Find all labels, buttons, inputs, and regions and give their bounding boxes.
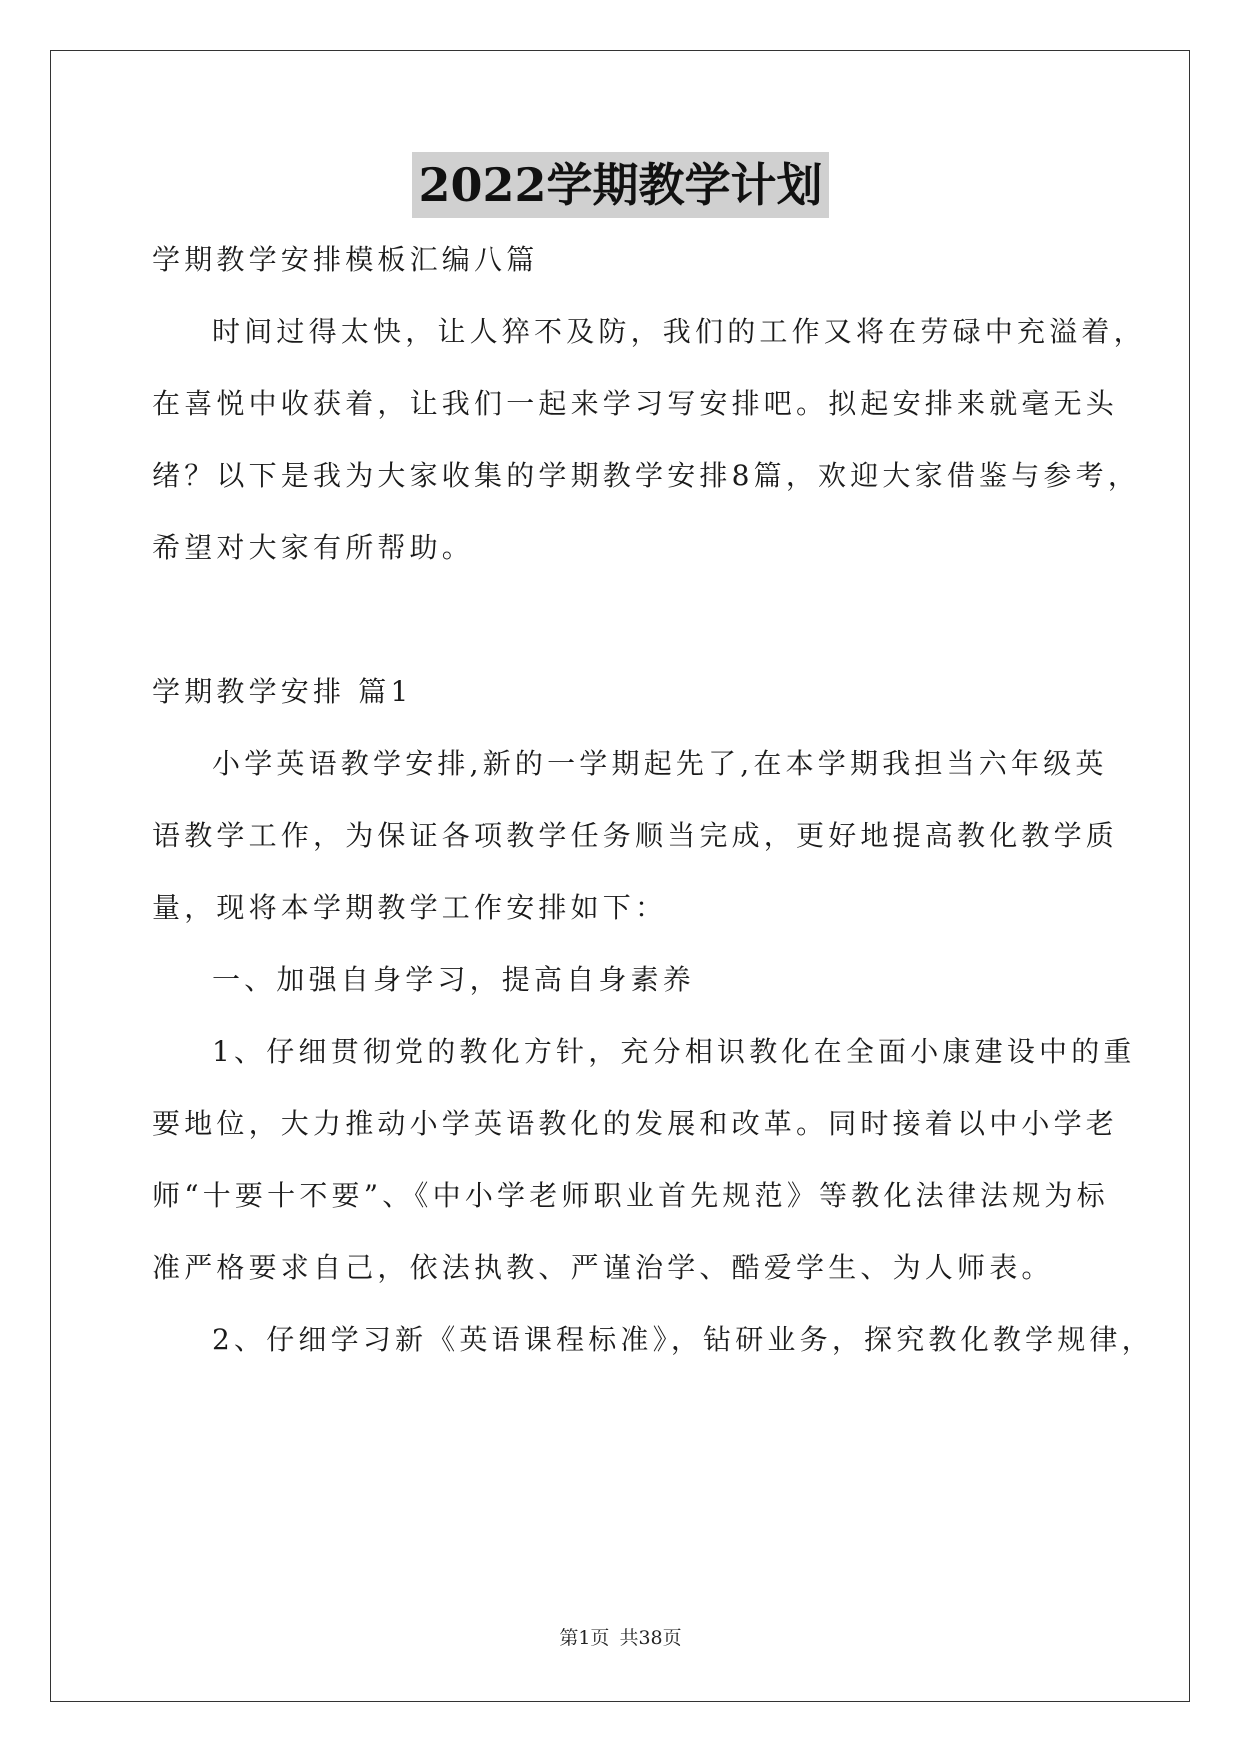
- intro-line: 希望对大家有所帮助。: [152, 531, 475, 564]
- section-heading: 学期教学安排 篇1: [152, 675, 413, 708]
- body-line: 师“十要十不要”、《中小学老师职业首先规范》等教化法律法规为标: [152, 1179, 1109, 1212]
- document-subtitle: 学期教学安排模板汇编八篇: [152, 243, 539, 276]
- body-line: 小学英语教学安排,新的一学期起先了,在本学期我担当六年级英: [212, 747, 1108, 780]
- document-title: 2022学期教学计划: [412, 152, 828, 218]
- body-line: 语教学工作，为保证各项教学任务顺当完成，更好地提高教化教学质: [152, 819, 1119, 852]
- intro-line: 在喜悦中收获着，让我们一起来学习写安排吧。拟起安排来就毫无头: [152, 387, 1119, 420]
- body-line: 2、仔细学习新《英语课程标准》，钻研业务，探究教化教学规律，: [212, 1323, 1154, 1356]
- title-container: [0, 152, 1241, 218]
- page-border: [50, 50, 1190, 1702]
- intro-line: 绪？以下是我为大家收集的学期教学安排8篇，欢迎大家借鉴与参考，: [152, 459, 1141, 492]
- body-line: 要地位，大力推动小学英语教化的发展和改革。同时接着以中小学老: [152, 1107, 1119, 1140]
- body-line: 1、仔细贯彻党的教化方针，充分相识教化在全面小康建设中的重: [212, 1035, 1136, 1068]
- body-line: 一、加强自身学习，提高自身素养: [212, 963, 696, 996]
- page-footer: 第1页 共38页: [559, 1627, 682, 1649]
- body-line: 准严格要求自己，依法执教、严谨治学、酷爱学生、为人师表。: [152, 1251, 1054, 1284]
- intro-line: 时间过得太快，让人猝不及防，我们的工作又将在劳碌中充溢着，: [212, 315, 1146, 348]
- body-line: 量，现将本学期教学工作安排如下：: [152, 891, 668, 924]
